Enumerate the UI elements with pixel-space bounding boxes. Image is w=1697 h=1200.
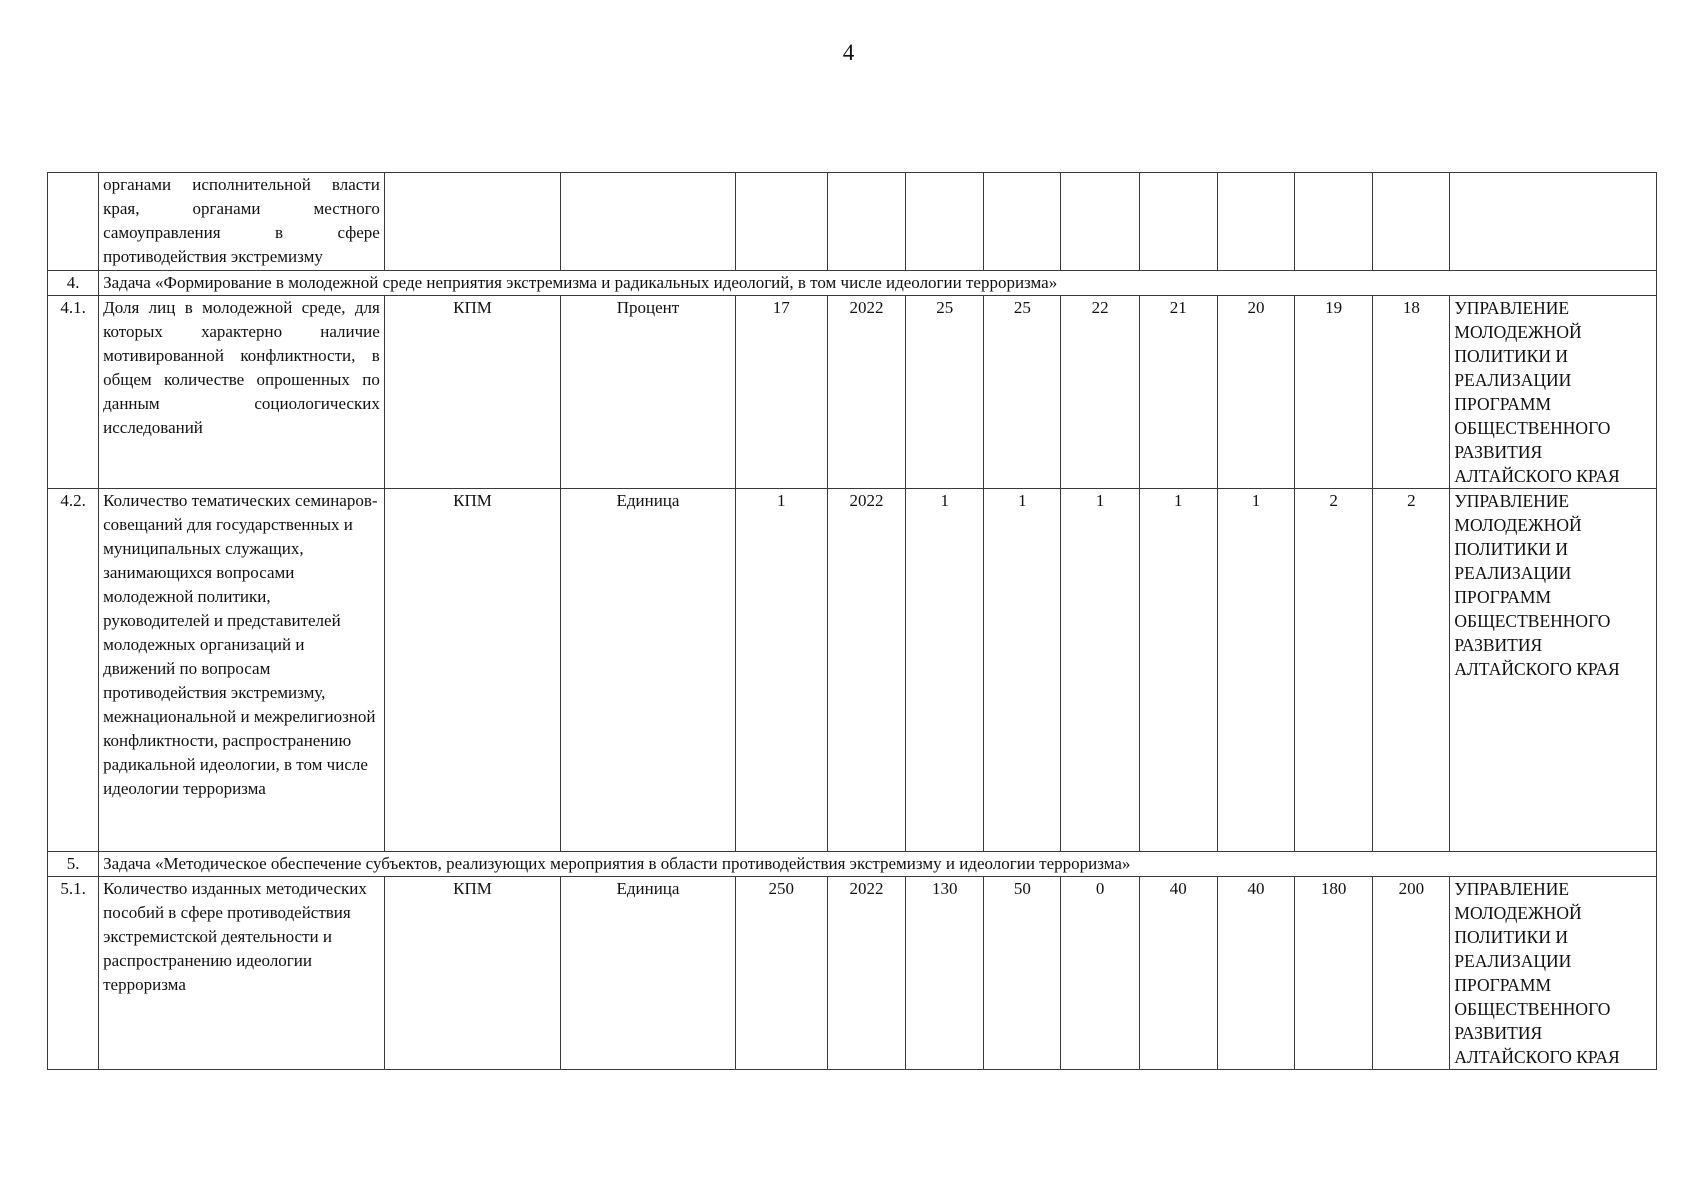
base-value: 1 [735,489,827,852]
responsible-body: УПРАВЛЕНИЕ МОЛОДЕЖНОЙ ПОЛИТИКИ И РЕАЛИЗАЦИИ ПРОГРАММ ОБЩЕСТВЕННОГО РАЗВИТИЯ АЛТАЙСКОГО КРАЯ [1450,489,1657,852]
task-title: Задача «Методическое обеспечение субъектов, реализующих мероприятия в области противодействия экстремизму и идеологии терроризма» [99,852,1657,877]
task-row [48,271,1657,296]
base-year: 2022 [827,877,905,1070]
row-number: 4.2. [48,489,99,852]
value-cell: 1 [1139,489,1217,852]
task-number: 4. [48,271,99,296]
task-title: Задача «Формирование в молодежной среде неприятия экстремизма и радикальных идеологий, в том числе идеологии терроризма» [99,271,1657,296]
value-cell: 0 [1061,877,1139,1070]
indicator-type: КПМ [384,877,560,1070]
value-cell: 21 [1139,296,1217,489]
value-cell: 40 [1139,877,1217,1070]
table-row [48,489,1657,852]
indicators-table [47,172,1657,1070]
row-number: 5.1. [48,877,99,1070]
indicator-unit: Единица [561,877,735,1070]
base-year: 2022 [827,296,905,489]
indicator-unit: Единица [561,489,735,852]
value-cell: 20 [1217,296,1294,489]
row-number: 4.1. [48,296,99,489]
indicator-type: КПМ [384,489,560,852]
value-cell [1373,173,1450,271]
value-cell: 1 [984,489,1061,852]
indicator-unit [561,173,735,271]
value-cell [1139,173,1217,271]
value-cell: 180 [1295,877,1373,1070]
value-cell: 130 [906,877,984,1070]
value-cell: 25 [984,296,1061,489]
value-cell: 18 [1373,296,1450,489]
table-row [48,877,1657,1070]
value-cell: 2 [1295,489,1373,852]
value-cell: 1 [906,489,984,852]
indicator-unit: Процент [561,296,735,489]
indicator-type: КПМ [384,296,560,489]
value-cell: 2 [1373,489,1450,852]
table-row [48,173,1657,271]
page-number: 4 [842,40,855,65]
value-cell: 1 [1217,489,1294,852]
value-cell [1217,173,1294,271]
responsible-body: УПРАВЛЕНИЕ МОЛОДЕЖНОЙ ПОЛИТИКИ И РЕАЛИЗАЦИИ ПРОГРАММ ОБЩЕСТВЕННОГО РАЗВИТИЯ АЛТАЙСКОГО КРАЯ [1450,877,1657,1070]
value-cell [984,173,1061,271]
value-cell: 50 [984,877,1061,1070]
value-cell [906,173,984,271]
value-cell: 22 [1061,296,1139,489]
indicator-name: Количество тематических семинаров-совещаний для государственных и муниципальных служащих, занимающихся вопросами молодежной политики, руководителей и представителей молодежных организаций и движений по вопросам противодействия экстремизму, межнациональной и межрелигиозной конфликтности, распространению радикальной идеологии, в том числе идеологии терроризма [99,489,385,852]
indicator-type [384,173,560,271]
value-cell: 25 [906,296,984,489]
indicator-name: Количество изданных методических пособий в сфере противодействия экстремистской деятельности и распространению идеологии терроризма [99,877,385,1070]
base-value [735,173,827,271]
value-cell [1061,173,1139,271]
row-number [48,173,99,271]
value-cell: 19 [1295,296,1373,489]
base-year: 2022 [827,489,905,852]
value-cell [1295,173,1373,271]
responsible-body [1450,173,1657,271]
base-value: 17 [735,296,827,489]
indicator-name: органами исполнительной власти края, органами местного самоуправления в сфере противодействия экстремизму [99,173,385,271]
value-cell: 1 [1061,489,1139,852]
task-number: 5. [48,852,99,877]
value-cell: 40 [1217,877,1294,1070]
value-cell: 200 [1373,877,1450,1070]
base-year [827,173,905,271]
task-row [48,852,1657,877]
base-value: 250 [735,877,827,1070]
responsible-body: УПРАВЛЕНИЕ МОЛОДЕЖНОЙ ПОЛИТИКИ И РЕАЛИЗАЦИИ ПРОГРАММ ОБЩЕСТВЕННОГО РАЗВИТИЯ АЛТАЙСКОГО КРАЯ [1450,296,1657,489]
table-row [48,296,1657,489]
indicator-name: Доля лиц в молодежной среде, для которых характерно наличие мотивированной конфликтности, в общем количестве опрошенных по данным социологических исследований [99,296,385,489]
